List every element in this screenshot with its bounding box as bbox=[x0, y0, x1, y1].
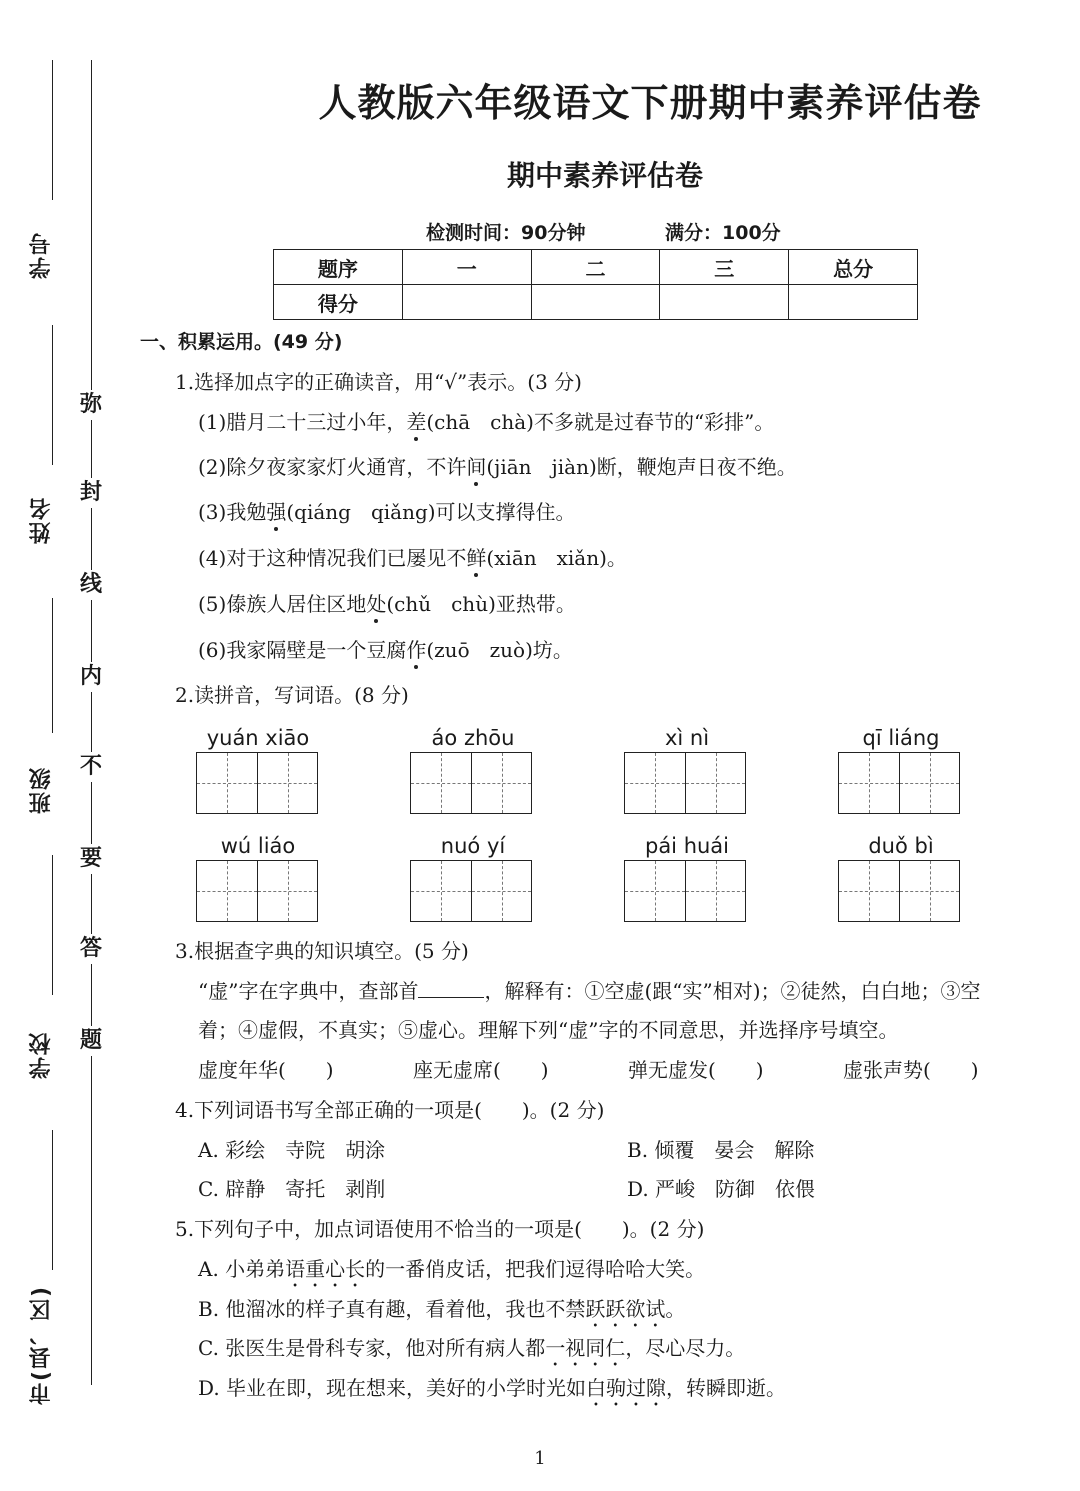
grid-cell[interactable] bbox=[411, 861, 471, 921]
pinyin-label: yuán xiāo bbox=[206, 726, 310, 750]
score-table-header-row bbox=[274, 250, 918, 285]
dotted-char: 作 bbox=[406, 638, 427, 662]
school-label: 学校 bbox=[29, 1031, 54, 1079]
writing-grid[interactable] bbox=[838, 860, 960, 922]
seal-char: 线 bbox=[76, 570, 106, 600]
dotted-char: 处 bbox=[366, 592, 387, 616]
question-4-option[interactable]: D. 严峻 防御 依偎 bbox=[627, 1177, 816, 1201]
page-title: 人教版六年级语文下册期中素养评估卷 bbox=[318, 81, 982, 125]
grid-cell[interactable] bbox=[471, 753, 531, 813]
seal-char: 封 bbox=[76, 478, 106, 508]
score-input-cell[interactable] bbox=[789, 285, 918, 320]
score-table-cell: 题序 bbox=[274, 250, 403, 285]
score-table bbox=[273, 249, 918, 320]
writing-grid[interactable] bbox=[838, 752, 960, 814]
question-1-item: (5)傣族人居住区地处(chǔ chù)亚热带。 bbox=[198, 592, 576, 616]
dotted-phrase: 白驹过隙 bbox=[586, 1376, 667, 1400]
exam-duration: 检测时间：90分钟 bbox=[426, 222, 586, 244]
pinyin-label: áo zhōu bbox=[431, 726, 515, 750]
question-1-item: (3)我勉强(qiáng qiǎng)可以支撑得住。 bbox=[198, 500, 576, 524]
pinyin-label: nuó yí bbox=[440, 834, 506, 858]
score-table-cell: 一 bbox=[402, 250, 531, 285]
name-label: 姓名 bbox=[29, 496, 54, 544]
question-3-prompt: 3.根据查字典的知识填空。(5 分) bbox=[175, 939, 469, 963]
section-heading: 一、积累运用。(49 分) bbox=[140, 331, 343, 353]
question-1-item: (1)腊月二十三过小年，差(chā chà)不多就是过春节的“彩排”。 bbox=[198, 410, 775, 434]
grid-cell[interactable] bbox=[625, 753, 685, 813]
question-3-text: “虚”字在字典中，查部首 ，解释有：①空虚(跟“实”相对)；②徒然，白白地；③空 bbox=[198, 979, 981, 1003]
full-score: 满分：100分 bbox=[665, 222, 781, 244]
pinyin-label: wú liáo bbox=[220, 834, 296, 858]
grid-cell[interactable] bbox=[685, 861, 745, 921]
question-5-option[interactable]: B. 他溜冰的样子真有趣，看着他，我也不禁跃跃欲试。 bbox=[198, 1297, 686, 1321]
grid-cell[interactable] bbox=[411, 753, 471, 813]
class-label: 班级 bbox=[29, 766, 54, 814]
pinyin-label: qī liáng bbox=[862, 726, 940, 750]
seal-char: 弥 bbox=[76, 390, 106, 420]
grid-cell[interactable] bbox=[625, 861, 685, 921]
question-3-text: 着；④虚假，不真实；⑤虚心。理解下列“虚”字的不同意思，并选择序号填空。 bbox=[198, 1018, 899, 1042]
score-table-cell: 得分 bbox=[274, 285, 403, 320]
score-input-cell[interactable] bbox=[531, 285, 660, 320]
question-2-prompt: 2.读拼音，写词语。(8 分) bbox=[175, 683, 409, 707]
question-5-option[interactable]: A. 小弟弟语重心长的一番俏皮话，把我们逗得哈哈大笑。 bbox=[198, 1257, 706, 1281]
dotted-char: 间 bbox=[466, 455, 487, 479]
dotted-phrase: 跃跃欲试 bbox=[585, 1297, 666, 1321]
grid-cell[interactable] bbox=[685, 753, 745, 813]
question-3-item: 虚张声势( ) bbox=[843, 1058, 979, 1082]
question-1-item: (2)除夕夜家家灯火通宵，不许间(jiān jiàn)断，鞭炮声日夜不绝。 bbox=[198, 455, 797, 479]
page-number: 1 bbox=[534, 1448, 546, 1469]
question-4-option[interactable]: A. 彩绘 寺院 胡涂 bbox=[198, 1138, 386, 1162]
grid-cell[interactable] bbox=[899, 861, 959, 921]
seal-char: 题 bbox=[76, 1026, 106, 1056]
question-1-item: (6)我家隔壁是一个豆腐作(zuō zuò)坊。 bbox=[198, 638, 573, 662]
dotted-phrase: 一视同仁 bbox=[545, 1336, 626, 1360]
question-3-item: 弹无虚发( ) bbox=[628, 1058, 764, 1082]
question-1-prompt: 1.选择加点字的正确读音，用“√”表示。(3 分) bbox=[175, 370, 582, 394]
score-input-cell[interactable] bbox=[660, 285, 789, 320]
question-3-item: 虚度年华( ) bbox=[198, 1058, 334, 1082]
seal-char: 答 bbox=[76, 934, 106, 964]
seal-char: 要 bbox=[76, 844, 106, 874]
writing-grid[interactable] bbox=[410, 752, 532, 814]
seal-char: 不 bbox=[76, 752, 106, 782]
writing-grid[interactable] bbox=[624, 752, 746, 814]
question-5-option[interactable]: D. 毕业在即，现在想来，美好的小学时光如白驹过隙，转瞬即逝。 bbox=[198, 1376, 787, 1400]
question-4-prompt: 4.下列词语书写全部正确的一项是( )。(2 分) bbox=[175, 1098, 605, 1122]
question-3-item: 座无虚席( ) bbox=[413, 1058, 549, 1082]
writing-grid[interactable] bbox=[410, 860, 532, 922]
score-table-cell: 三 bbox=[660, 250, 789, 285]
score-table-score-row bbox=[274, 285, 918, 320]
grid-cell[interactable] bbox=[839, 861, 899, 921]
seal-char: 内 bbox=[76, 662, 106, 692]
grid-cell[interactable] bbox=[471, 861, 531, 921]
city-district-label: 市(县、区) bbox=[29, 1284, 54, 1406]
question-4-option[interactable]: C. 辟静 寄托 剥削 bbox=[198, 1177, 386, 1201]
grid-cell[interactable] bbox=[899, 753, 959, 813]
dotted-phrase: 语重心长 bbox=[285, 1257, 366, 1281]
dotted-char: 强 bbox=[266, 500, 287, 524]
grid-cell[interactable] bbox=[257, 861, 317, 921]
dotted-char: 鲜 bbox=[466, 546, 487, 570]
grid-cell[interactable] bbox=[197, 861, 257, 921]
dotted-char: 差 bbox=[406, 410, 427, 434]
question-5-prompt: 5.下列句子中，加点词语使用不恰当的一项是( )。(2 分) bbox=[175, 1217, 705, 1241]
writing-grid[interactable] bbox=[196, 860, 318, 922]
score-input-cell[interactable] bbox=[402, 285, 531, 320]
writing-grid[interactable] bbox=[624, 860, 746, 922]
student-id-label: 学号 bbox=[29, 231, 54, 279]
pinyin-label: xì nì bbox=[664, 726, 710, 750]
question-5-option[interactable]: C. 张医生是骨科专家，他对所有病人都一视同仁，尽心尽力。 bbox=[198, 1336, 746, 1360]
writing-grid[interactable] bbox=[196, 752, 318, 814]
score-table-cell: 总分 bbox=[789, 250, 918, 285]
radical-blank[interactable] bbox=[418, 979, 484, 998]
page-subtitle: 期中素养评估卷 bbox=[506, 159, 703, 192]
grid-cell[interactable] bbox=[839, 753, 899, 813]
question-1-item: (4)对于这种情况我们已屡见不鲜(xiān xiǎn)。 bbox=[198, 546, 627, 570]
score-table-cell: 二 bbox=[531, 250, 660, 285]
question-4-option[interactable]: B. 倾覆 晏会 解除 bbox=[627, 1138, 815, 1162]
pinyin-label: duǒ bì bbox=[868, 834, 934, 858]
grid-cell[interactable] bbox=[197, 753, 257, 813]
pinyin-label: pái huái bbox=[644, 834, 730, 858]
grid-cell[interactable] bbox=[257, 753, 317, 813]
